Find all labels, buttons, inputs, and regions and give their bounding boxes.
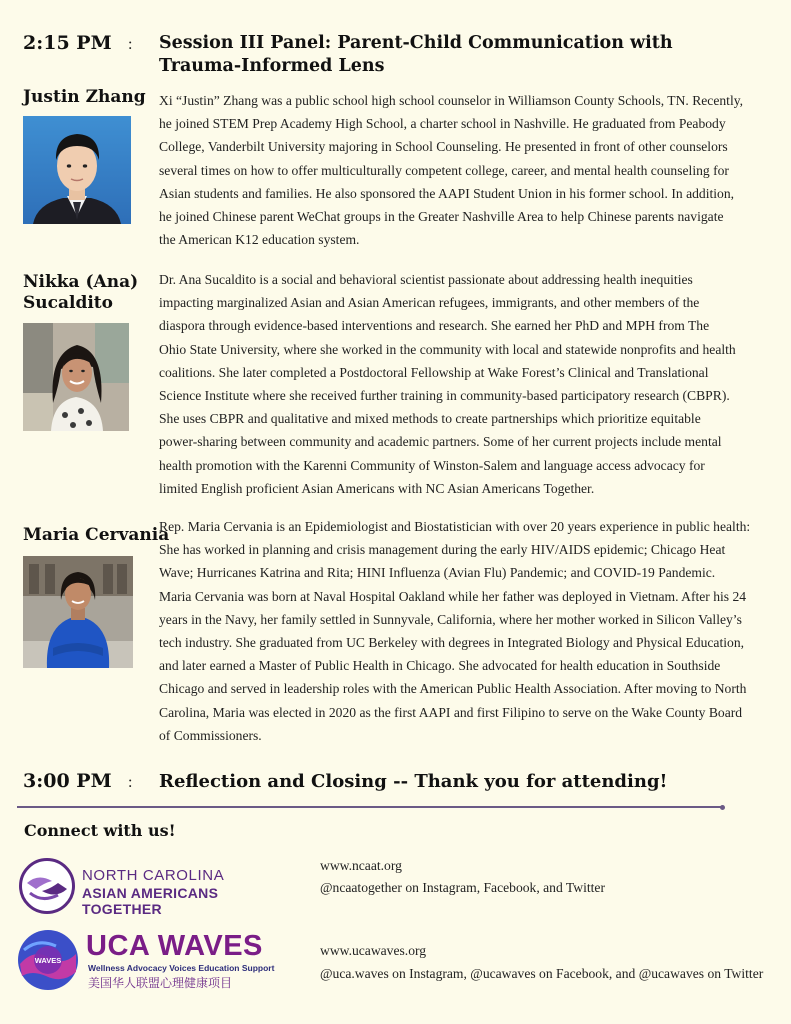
bio-line: Ohio State University, where she worked in the community with local and statewide nonprofits and health [159,341,736,357]
bio-line: health promotion with the Karenni Community of Winston-Salem and language access advocacy for [159,457,705,473]
bio-line: and later earned a Master of Public Health in Chicago. She advocated for health education in Southside [159,658,721,674]
speaker-bio-maria-cervania [159,515,769,747]
speaker-bio-justin-zhang [159,89,759,251]
speaker-name-maria-cervania: Maria Cervania [23,525,170,545]
session3-title [159,32,759,78]
uca-logo-title: UCA WAVES [86,930,263,962]
uca-logo-subtitle: Wellness Advocacy Voices Education Support [88,963,275,973]
ncaat-logo-line1: NORTH CAROLINA [82,867,225,884]
bio-line: Wave; Hurricanes Katrina and Rita; HINI Influenza (Avian Flu) Pandemic; and COVID-19 Pandemic. [159,565,716,581]
speaker-photo-ana-sucaldito [23,323,129,431]
uca-waves-badge-icon [16,928,80,992]
closing-colon: : [128,774,133,791]
ncaat-website-link[interactable]: www.ncaat.org [320,858,402,873]
uca-badge-text: WAVES [34,956,62,965]
ana-portrait-icon [23,323,129,431]
speaker-photo-justin-zhang [23,116,131,224]
bio-line: limited English proficient Asian Americans with NC Asian Americans Together. [159,480,595,496]
bio-line: he joined Chinese parent WeChat groups in the Greater Nashville Area to help Chinese parents navigate [159,209,724,225]
ncaat-logo-line2: ASIAN AMERICANS TOGETHER [82,885,219,917]
bio-line: Maria Cervania was born at Naval Hospital Oakland while her father was deployed in Vietnam. After his 24 [159,588,747,604]
bio-line: diaspora through evidence-based interventions and research. She earned her PhD and MPH from The [159,318,710,334]
maria-portrait-icon [23,556,133,668]
bio-line: Asian students and families. He also sponsored the AAPI Student Union in his former school. In addition, [159,185,735,201]
ncaat-logo [18,857,288,915]
ncaat-hands-logo-icon [18,857,76,915]
bio-line: he joined STEM Prep Academy High School, a charter school in Nashville. He graduated from Peabody [159,116,726,132]
speaker-name-ana-sucaldito [23,272,138,314]
session3-colon: : [128,36,133,53]
bio-line: Science Institute where she received further training in community-based participatory research (CBPR). [159,388,730,404]
bio-line: the American K12 education system. [159,232,360,248]
speaker-photo-maria-cervania [23,556,133,668]
session3-title-line1: Session III Panel: Parent-Child Communication with [159,33,673,53]
bio-line: power-sharing between community and academic partners. Some of her current projects include mental [159,434,722,450]
bio-line: College, Vanderbilt University majoring in School Counseling. He presented in front of other counselors [159,139,728,155]
section-divider [17,806,722,808]
closing-time: 3:00 PM [23,770,112,792]
bio-line: Xi “Justin” Zhang was a public school high school counselor in Williamson County Schools, TN. Recently, [159,93,744,108]
speaker-name-justin-zhang: Justin Zhang [23,87,146,107]
speaker-name-line2: Sucaldito [23,293,113,313]
justin-portrait-icon [23,116,131,224]
speaker-name-line1: Nikka (Ana) [23,272,139,292]
bio-line: She has worked in planning and crisis management during the early HIV/AIDS epidemic; Chicago Heat [159,542,726,558]
uca-waves-logo [16,928,296,992]
bio-line: Carolina, Maria was elected in 2020 as the first AAPI and first Filipino to serve on the Wake County Board [159,704,743,720]
bio-line: coalitions. She later completed a Postdoctoral Fellowship at Wake Forest’s Clinical and Translational [159,364,709,380]
uca-social-text: @uca.waves on Instagram, @ucawaves on Facebook, and @ucawaves on Twitter [320,966,764,981]
ncaat-social-text: @ncaatogether on Instagram, Facebook, and Twitter [320,880,605,895]
uca-logo-chinese: 美国华人联盟心理健康项目 [88,976,233,990]
bio-line: impacting marginalized Asian and Asian American refugees, immigrants, and other members of the [159,295,700,311]
bio-line: years in the Navy, her family settled in Sunnyvale, California, where her mother worked in Silicon Valley’s [159,611,742,627]
speaker-bio-ana-sucaldito [159,268,759,500]
closing-title: Reflection and Closing -- Thank you for attending! [159,771,668,792]
bio-line: Chicago and served in leadership roles with the American Public Health Association. After moving to North [159,681,747,697]
session3-time: 2:15 PM [23,32,112,54]
bio-line: Rep. Maria Cervania is an Epidemiologist and Biostatistician with over 20 years experience in public health: [159,519,751,534]
bio-line: tech industry. She graduated from UC Berkeley with degrees in Integrated Biology and Physical Education, [159,635,745,651]
bio-line: She uses CBPR and qualitative and mixed methods to create partnerships which prioritize equitable [159,411,701,427]
uca-website-link[interactable]: www.ucawaves.org [320,943,427,958]
bio-line: Dr. Ana Sucaldito is a social and behavioral scientist passionate about addressing health inequities [159,272,693,287]
bio-line: of Commissioners. [159,727,262,743]
bio-line: several times on how to offer multiculturally competent college, career, and mental health counseling for [159,162,729,178]
session3-title-line2: Trauma-Informed Lens [159,56,385,76]
divider-end-dot [720,805,725,810]
connect-heading: Connect with us! [24,821,176,840]
